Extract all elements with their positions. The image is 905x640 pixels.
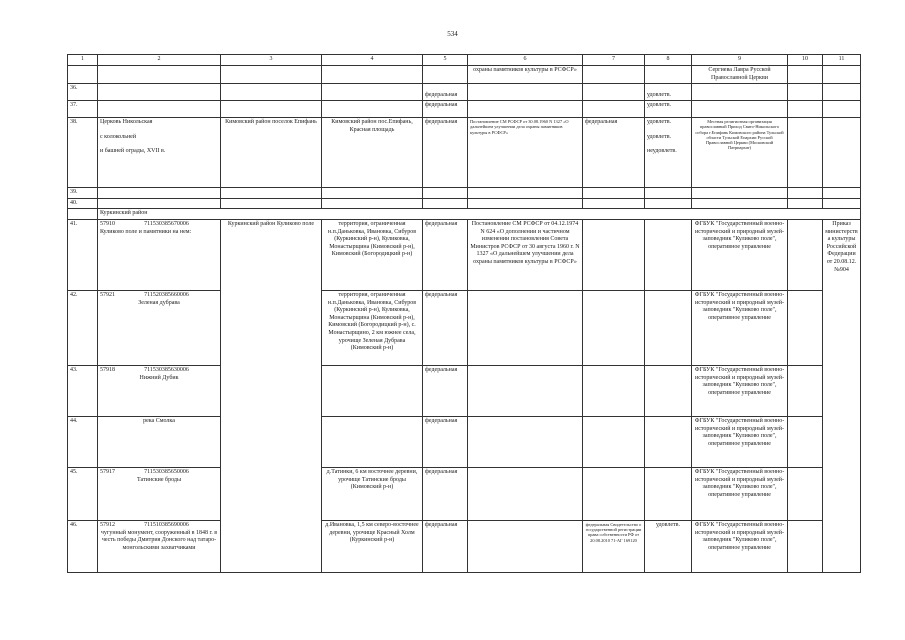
registry-number: 711520385660006: [144, 291, 189, 298]
table-row: [68, 290, 861, 365]
address: территория, ограниченная н.п.Даньковка, Ивановка, Сибуров (Куркинский р-н), Куликовка, Монастырщина (Кимовский р-н), Кимовский (Богородицкий р-н): [322, 219, 423, 290]
carry-over-owner: Сергиева Лавра Русской Православной Церкви: [692, 66, 788, 84]
row-number: 46.: [68, 520, 98, 572]
address: д.Ивановка, 1,5 км северо-восточнее деревни, урочище Красный Холм (Куркинский р-н): [322, 520, 423, 572]
carry-over-document: охраны памятников культуры в РСФСР»: [468, 66, 583, 84]
object-name: чугунный монумент, сооруженный в 1848 г. в честь победы Дмитрия Донского над татаро-монгольскими захватчиками: [100, 529, 218, 551]
table-row: [68, 416, 861, 467]
object-code: 57917: [100, 468, 115, 475]
object-name: Нижний Дубик: [139, 374, 179, 381]
table-row: [68, 219, 861, 290]
condition-status: удовлетв.: [645, 84, 692, 101]
protection-category: федеральная: [423, 84, 468, 101]
row-number: 41.: [68, 219, 98, 290]
protection-category: федеральная: [423, 118, 468, 188]
protection-category: федеральная: [423, 219, 468, 290]
object-cell: [98, 365, 221, 416]
column-number: 11: [823, 55, 861, 66]
carry-over-row: [68, 66, 861, 84]
ownership: федеральная Свидетельство о государственной регистрации права собственности РФ от 20.08.2010 71-АГ 169120: [583, 520, 645, 572]
registry-number: 711530385630006: [144, 366, 189, 373]
table-row: [68, 365, 861, 416]
column-number-row: [68, 55, 861, 66]
registry-number: 711510385690006: [144, 521, 189, 528]
protection-category: федеральная: [423, 290, 468, 365]
row-number: 37.: [68, 101, 98, 118]
address: д.Татинки, 6 км восточнее деревни, урочище Татинские броды (Кимовский р-н): [322, 467, 423, 520]
user-organization: ФГБУК "Государственный военно-исторический и природный музей-заповедник "Куликово поле", оперативное управление: [692, 416, 788, 467]
legal-document: Постановление СМ РСФСР от 30.08.1960 N 1327 «О дальнейшем улучшении дела охраны памятников культуры в РСФСР»: [468, 118, 583, 188]
location: Куркинский район Куликово поле: [221, 219, 322, 572]
condition-status: удовлетв.: [645, 520, 692, 572]
object-name: Куликово поле и памятники на нем:: [100, 228, 192, 235]
condition-status: удовлетв.: [647, 119, 672, 126]
condition-status: удовлетв.: [647, 133, 672, 140]
row-number: 43.: [68, 365, 98, 416]
heritage-register-table: [67, 54, 861, 573]
registry-number: 711530385670006: [144, 220, 189, 227]
row-number: 44.: [68, 416, 98, 467]
condition-status: неудовлетв.: [647, 148, 677, 155]
object-name: и башней ограды, XVII в.: [100, 148, 166, 155]
object-name-cell: [98, 118, 221, 188]
user-organization: ФГБУК "Государственный военно-исторический и природный музей-заповедник "Куликово поле", оперативное управление: [692, 467, 788, 520]
object-name: Зеленая дубрава: [138, 299, 180, 306]
section-title: Куркинский район: [98, 209, 861, 220]
object-cell: [98, 467, 221, 520]
condition-status: удовлетв.: [645, 101, 692, 118]
ownership: федеральная: [583, 118, 645, 188]
user-organization: ФГБУК "Государственный военно-исторический и природный музей-заповедник "Куликово поле", оперативное управление: [692, 219, 788, 290]
object-name: Татинские броды: [137, 476, 181, 483]
address: территория, ограниченная н.п.Даньковка, Ивановка, Сибуров (Куркинский р-н), Куликовка, Монастырщина (Кимовский р-н), Кимовский (Богородицкий р-н), с. Монастырщино, 2 км южнее села, урочище Зеленая Дубрава (Кимовский р-н): [322, 290, 423, 365]
object-cell: [98, 520, 221, 572]
object-code: 57921: [100, 291, 115, 298]
table-row: [68, 198, 861, 209]
row-number: 45.: [68, 467, 98, 520]
column-number: 8: [645, 55, 692, 66]
object-name: Церковь Никольская: [100, 119, 153, 126]
table-row: [68, 520, 861, 572]
object-name: с колокольней: [100, 133, 137, 140]
row-number: 36.: [68, 84, 98, 101]
page-number: 534: [447, 30, 458, 38]
row-number: 38.: [68, 118, 98, 188]
location: Кимовский район поселок Епифань: [221, 118, 322, 188]
section-row: [68, 209, 861, 220]
column-number: 1: [68, 55, 98, 66]
protection-category: федеральная: [423, 365, 468, 416]
column-number: 4: [322, 55, 423, 66]
condition-cell: [645, 118, 692, 188]
object-code: 57918: [100, 366, 115, 373]
row-number: 40.: [68, 198, 98, 209]
table-row: [68, 84, 861, 101]
object-cell: [98, 219, 221, 290]
table-row: [68, 101, 861, 118]
table-row: [68, 118, 861, 188]
column-number: 7: [583, 55, 645, 66]
order-reference: Приказ министерства культуры Российской Федерации от 20.08.12. №904: [823, 219, 861, 572]
object-name: река Смолка: [98, 416, 221, 467]
legal-document: Постановление СМ РСФСР от 04.12.1974 N 624 «О дополнении и частичном изменении постановления Совета Министров РСФСР от 30 августа 1960 г. N 1327 «О дальнейшем улучшении дела охраны памятников культуры в РСФСР»: [468, 219, 583, 290]
column-number: 3: [221, 55, 322, 66]
protection-category: федеральная: [423, 416, 468, 467]
object-cell: [98, 290, 221, 365]
protection-category: федеральная: [423, 101, 468, 118]
object-code: 57910: [100, 220, 115, 227]
table-row: [68, 188, 861, 199]
user-organization: ФГБУК "Государственный военно-исторический и природный музей-заповедник "Куликово поле", оперативное управление: [692, 365, 788, 416]
column-number: 5: [423, 55, 468, 66]
registry-number: 711530385650006: [144, 468, 189, 475]
object-code: 57912: [100, 521, 115, 528]
table-row: [68, 467, 861, 520]
protection-category: федеральная: [423, 520, 468, 572]
user-organization: ФГБУК "Государственный военно-исторический и природный музей-заповедник "Куликово поле", оперативное управление: [692, 290, 788, 365]
user-organization: ФГБУК "Государственный военно-исторический и природный музей-заповедник "Куликово поле", оперативное управление: [692, 520, 788, 572]
column-number: 10: [788, 55, 823, 66]
column-number: 2: [98, 55, 221, 66]
address: Кимовский район пос.Епифань, Красная площадь: [322, 118, 423, 188]
row-number: 42.: [68, 290, 98, 365]
protection-category: федеральная: [423, 467, 468, 520]
column-number: 6: [468, 55, 583, 66]
row-number: 39.: [68, 188, 98, 199]
column-number: 9: [692, 55, 788, 66]
user-organization: Местная религиозная организация православный Приход Свято-Никольского собора г.Епифань Кимовского района Тульской области Тульской Епархии Русской Православной Церкви (Московский Патриархат): [692, 118, 788, 188]
